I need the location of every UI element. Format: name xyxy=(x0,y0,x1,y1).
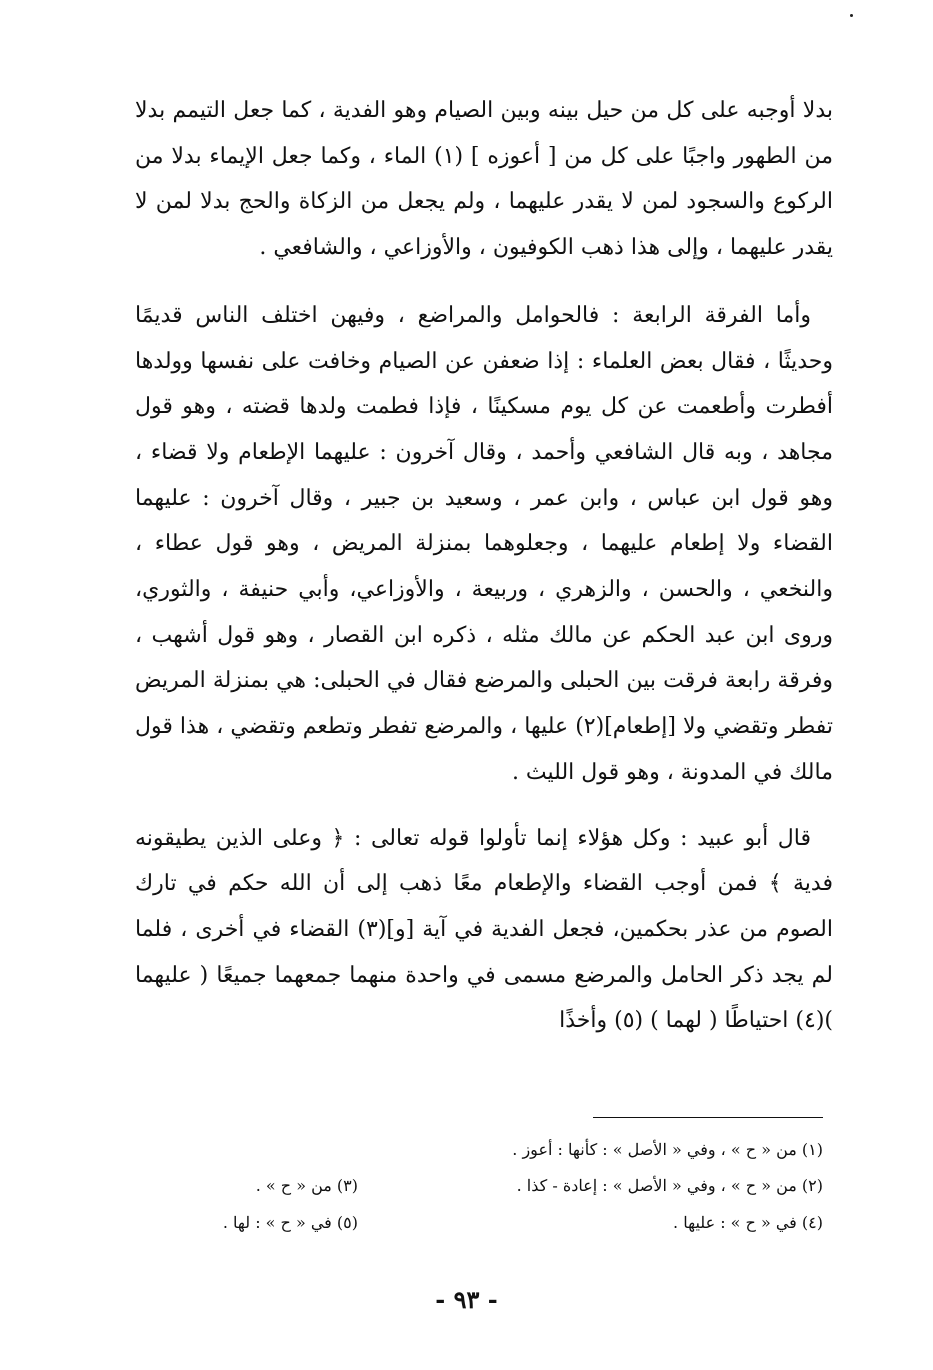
footnote-4: (٤) في « ح » : عليها . xyxy=(673,1213,823,1232)
footnote-separator xyxy=(593,1117,823,1118)
footnote-5: (٥) في « ح » : لها . xyxy=(222,1213,358,1232)
paragraph: بدلا أوجبه على كل من حيل بينه وبين الصيام وهو الفدية ، كما جعل التيمم بدلا من الطهور واجبًا على كل من [ أعوزه ] (١) الماء ، وكما جعل الإيماء بدلا من الركوع والسجود لمن لا يقدر عليهما ، ولم يجعل من الزكاة والحج بدلا لمن لا يقدر عليهما ، وإلى هذا ذهب الكوفيون ، والأوزاعي ، والشافعي . xyxy=(135,98,833,261)
footnote-2: (٢) من « ح » ، وفي « الأصل » : إعادة - كذا . xyxy=(516,1176,823,1195)
footnote-1: (١) من « ح » ، وفي « الأصل » : كأنها : أعوز . xyxy=(512,1140,823,1159)
scan-speck xyxy=(850,14,853,17)
footnote-3: (٣) من « ح » . xyxy=(255,1176,358,1195)
paragraph: قال أبو عبيد : وكل هؤلاء إنما تأولوا قوله تعالى : ﴿ وعلى الذين يطيقونه فدية ﴾ فمن أوجب القضاء والإطعام معًا ذهب إلى أن الله حكم في تارك الصوم من عذر بحكمين، فجعل الفدية في آية [و](٣) القضاء في أخرى ، فلما لم يجد ذكر الحامل والمرضع مسمى في واحدة منهما جمعهما جميعًا ( عليهما )(٤) احتياطًا ( لهما ) (٥) وأخذًا xyxy=(135,825,833,1034)
paragraph: وأما الفرقة الرابعة : فالحوامل والمراضع ، وفيهن اختلف الناس قديمًا وحديثًا ، فقال بعض العلماء : إذا ضعفن عن الصيام وخافت على نفسها وولدها أفطرت وأطعمت عن كل يوم مسكينًا ، فإذا فطمت ولدها قضته ، وهو قول مجاهد ، وبه قال الشافعي وأحمد ، وقال آخرون : عليهما الإطعام ولا قضاء ، وهو قول ابن عباس ، وابن عمر ، وسعيد بن جبير ، وقال آخرون : عليهما القضاء ولا إطعام عليهما ، وجعلوهما بمنزلة المريض ، وهو قول عطاء ، والنخعي ، والحسن ، والزهري ، وربيعة ، والأوزاعي، وأبي حنيفة ، والثوري، وروى ابن عبد الحكم عن مالك مثله ، ذكره ابن القصار ، وهو قول أشهب ، وفرقة رابعة فرقت بين الحبلى والمرضع فقال في الحبلى: هي بمنزلة المريض تفطر وتقضي ولا [إطعام](٢) عليها ، والمرضع تفطر وتطعم وتقضي ، هذا قول مالك في المدونة ، وهو قول الليث . xyxy=(135,302,833,785)
page-number: - ٩٣ - xyxy=(435,1285,498,1314)
main-text xyxy=(135,88,833,1044)
